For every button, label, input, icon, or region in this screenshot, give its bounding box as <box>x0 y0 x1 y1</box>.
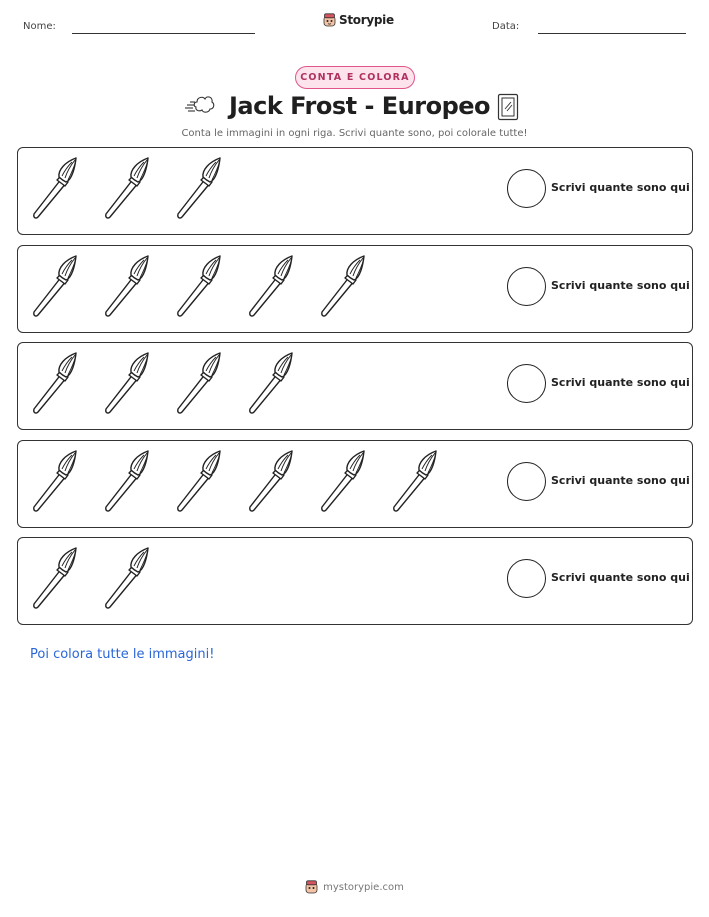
paintbrush-icon[interactable] <box>28 449 84 513</box>
answer-circle[interactable] <box>507 462 546 501</box>
paintbrush-icon[interactable] <box>28 351 84 415</box>
paintbrush-icon[interactable] <box>28 254 84 318</box>
footer <box>0 880 709 894</box>
date-label: Data: <box>492 21 520 32</box>
row-icons <box>28 351 300 415</box>
paintbrush-icon[interactable] <box>172 254 228 318</box>
row-icons <box>28 546 156 610</box>
name-label: Nome: <box>23 21 56 32</box>
answer-circle[interactable] <box>507 559 546 598</box>
answer-label: Scrivi quante sono qui <box>551 181 690 194</box>
worksheet-header <box>0 0 709 50</box>
paintbrush-icon[interactable] <box>244 351 300 415</box>
counting-row <box>17 245 693 333</box>
paintbrush-icon[interactable] <box>100 254 156 318</box>
counting-row <box>17 537 693 625</box>
answer-label: Scrivi quante sono qui <box>551 571 690 584</box>
paintbrush-icon[interactable] <box>316 254 372 318</box>
paintbrush-icon[interactable] <box>100 449 156 513</box>
title-row <box>0 92 709 124</box>
brand-logo <box>323 13 394 27</box>
counting-row <box>17 440 693 528</box>
brand-name: Storypie <box>339 13 394 27</box>
paintbrush-icon[interactable] <box>388 449 444 513</box>
paintbrush-icon[interactable] <box>244 449 300 513</box>
paintbrush-icon[interactable] <box>244 254 300 318</box>
answer-circle[interactable] <box>507 169 546 208</box>
answer-label: Scrivi quante sono qui <box>551 279 690 292</box>
paintbrush-icon[interactable] <box>100 546 156 610</box>
instruction-text: Conta le immagini in ogni riga. Scrivi quante sono, poi colorale tutte! <box>181 128 528 139</box>
paintbrush-icon[interactable] <box>316 449 372 513</box>
storypie-mascot-icon <box>323 13 336 27</box>
date-line[interactable] <box>538 33 686 34</box>
counting-row <box>17 147 693 235</box>
activity-badge: CONTA E COLORA <box>295 66 415 89</box>
paintbrush-icon[interactable] <box>28 546 84 610</box>
row-icons <box>28 156 228 220</box>
storypie-mascot-icon <box>305 880 318 894</box>
paintbrush-icon[interactable] <box>172 156 228 220</box>
page-title: Jack Frost - Europeo <box>229 92 491 120</box>
mirror-frame-icon <box>497 93 519 121</box>
row-icons <box>28 254 372 318</box>
paintbrush-icon[interactable] <box>28 156 84 220</box>
wind-gust-icon <box>185 94 215 118</box>
paintbrush-icon[interactable] <box>172 351 228 415</box>
counting-row <box>17 342 693 430</box>
paintbrush-icon[interactable] <box>100 351 156 415</box>
paintbrush-icon[interactable] <box>100 156 156 220</box>
answer-label: Scrivi quante sono qui <box>551 474 690 487</box>
footer-url: mystorypie.com <box>323 881 404 893</box>
answer-circle[interactable] <box>507 364 546 403</box>
answer-circle[interactable] <box>507 267 546 306</box>
answer-label: Scrivi quante sono qui <box>551 376 690 389</box>
row-icons <box>28 449 444 513</box>
name-line[interactable] <box>72 33 255 34</box>
closing-text: Poi colora tutte le immagini! <box>30 647 215 662</box>
paintbrush-icon[interactable] <box>172 449 228 513</box>
